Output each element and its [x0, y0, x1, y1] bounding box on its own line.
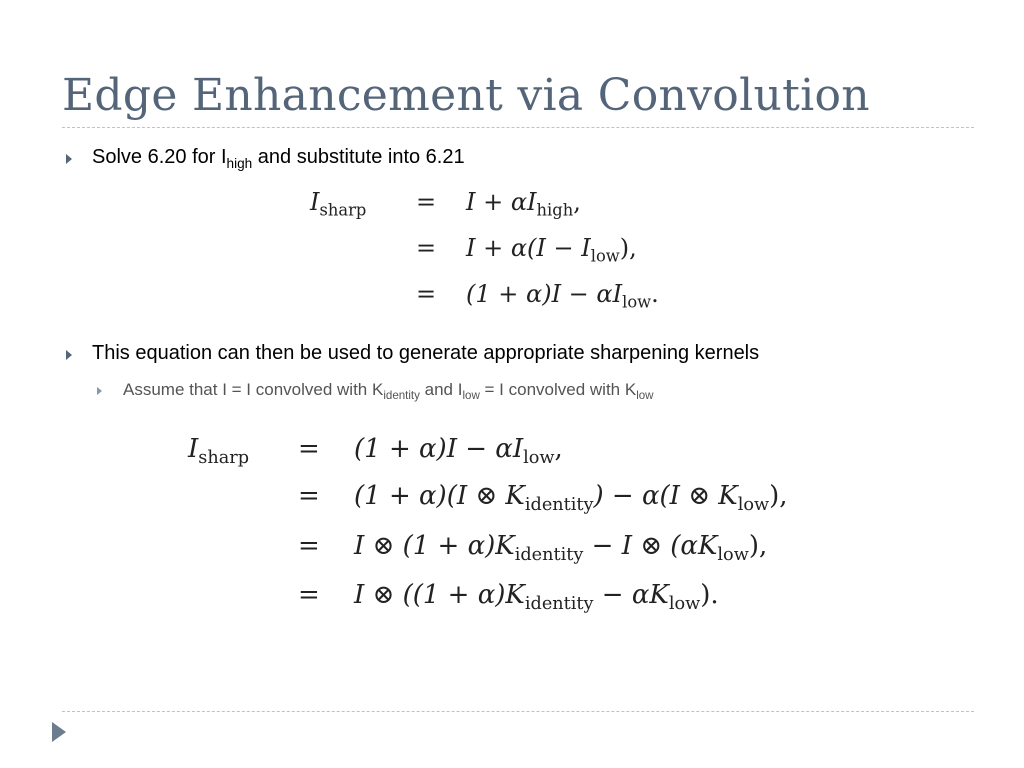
- equation-rhs: $I + \alpha I_{high}$,: [466, 188, 581, 220]
- equals-sign: =: [416, 234, 437, 262]
- equals-sign: =: [416, 280, 437, 308]
- equation-rhs: $(1 + \alpha)I - \alpha I_{low}$,: [354, 434, 563, 469]
- equals-sign: =: [298, 580, 320, 610]
- bullet-solve: [92, 146, 465, 169]
- equals-sign: =: [416, 188, 437, 216]
- equation-lhs: $I_{sharp}$: [310, 188, 367, 220]
- footer-divider: [62, 711, 974, 712]
- slide-title: Edge Enhancement via Convolution: [62, 70, 870, 121]
- equals-sign: =: [298, 531, 320, 561]
- bullet-triangle-icon: [66, 350, 72, 360]
- bullet-sharpening: This equation can then be used to generate appropriate sharpening kernels: [92, 342, 760, 364]
- bullet-text: Solve 6.20 for I: [92, 146, 227, 168]
- subscript: high: [226, 155, 253, 171]
- equals-sign: =: [298, 481, 320, 511]
- bullet-triangle-icon: [66, 154, 72, 164]
- equation-rhs: $(1 + \alpha)I - \alpha I_{low}$.: [466, 280, 659, 312]
- sub-bullet-triangle-icon: [97, 387, 102, 395]
- equation-rhs: $I + \alpha(I - I_{low})$,: [466, 234, 637, 266]
- equation-rhs: (1 + α)(I ⊗ $K_{identity}) - \alpha(I$ ⊗ $K_{low}$),: [354, 481, 788, 516]
- equals-sign: =: [298, 434, 320, 464]
- bullet-text: and substitute into 6.21: [252, 146, 465, 168]
- play-triangle-icon[interactable]: [52, 722, 66, 742]
- sub-bullet-assume: Assume that I = I convolved with $K_{identity}$ and $I_{low} = I$ convolved with $K_{low}$: [123, 380, 654, 403]
- equation-rhs: I ⊗ $(1 + \alpha)K_{identity} - I$ ⊗ $(\alpha K_{low})$,: [354, 531, 768, 566]
- equation-rhs: I ⊗ $((1 + \alpha)K_{identity} - \alpha K_{low})$.: [354, 580, 719, 615]
- equation-lhs: $I_{sharp}$: [188, 434, 250, 469]
- title-divider: [62, 127, 974, 128]
